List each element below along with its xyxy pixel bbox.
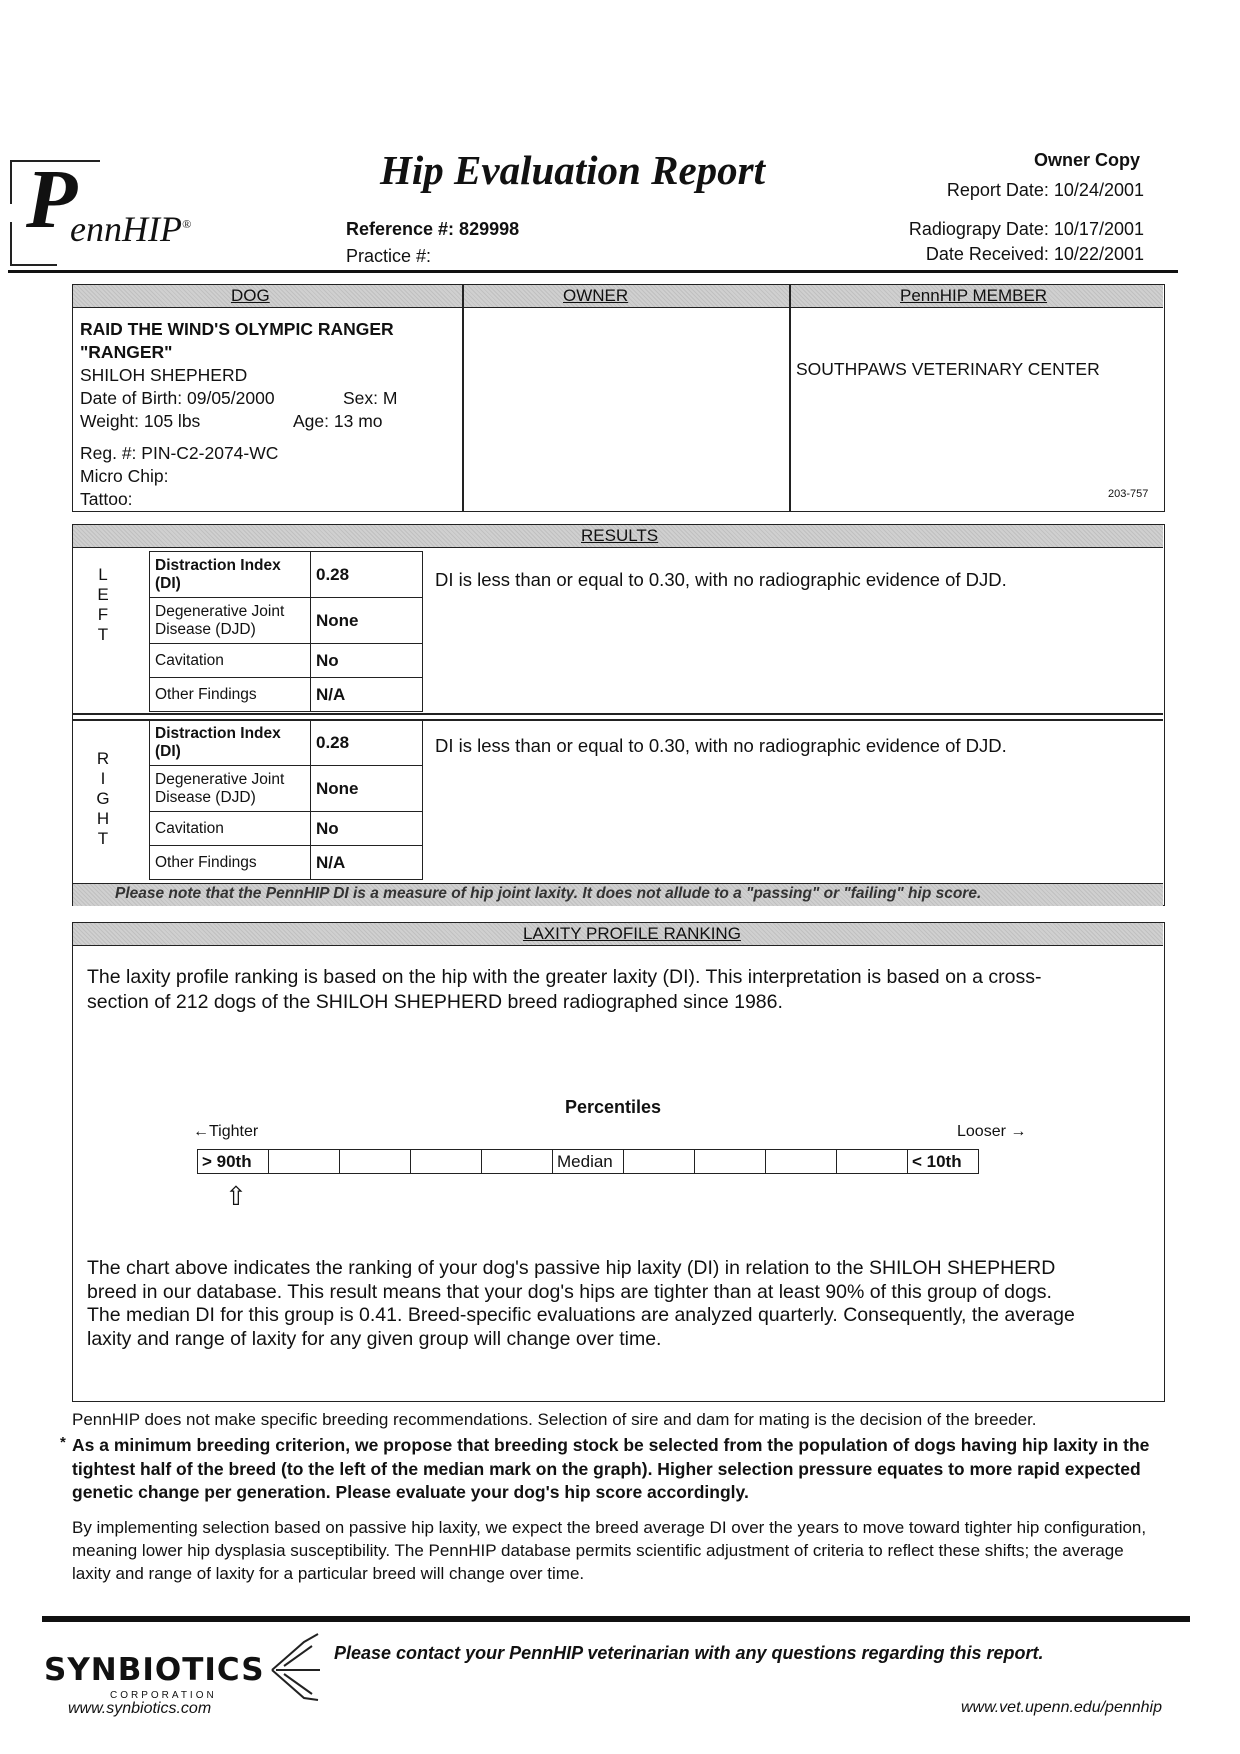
- left-djd-label: Degenerative Joint Disease (DJD): [150, 598, 311, 644]
- dog-weight: Weight: 105 lbs: [80, 411, 201, 431]
- looser-text: Looser: [957, 1123, 1006, 1140]
- implementation-note: By implementing selection based on passive hip laxity, we expect the breed average DI over the years to move toward tighter hip configuration, meaning lower hip dysplasia susceptibility. The PennHIP database permits scientific adjustment of criteria to reflect these shifts; the average laxity and range of laxity for a particular breed will change over time.: [72, 1518, 1147, 1583]
- copy-label: Owner Copy: [1033, 150, 1140, 170]
- percentile-cell: [269, 1150, 340, 1174]
- side-letter: G: [96, 789, 110, 808]
- laxity-intro: The laxity profile ranking is based on the hip with the greater laxity (DI). This interpretation is based on a cross-section of 212 dogs of the SHILOH SHEPHERD breed radiographed since 1986.: [87, 966, 1042, 1013]
- synbiotics-emblem-icon: [262, 1630, 326, 1702]
- right-other-value: N/A: [311, 846, 423, 880]
- side-letter: R: [96, 749, 110, 768]
- report-title: Hip Evaluation Report: [380, 147, 765, 193]
- left-cavitation-value: No: [311, 644, 423, 678]
- left-hip-comment: DI is less than or equal to 0.30, with no radiographic evidence of DJD.: [435, 569, 1007, 590]
- dog-header: DOG: [231, 286, 270, 305]
- right-side-label: [93, 749, 113, 849]
- right-djd-value: None: [311, 766, 423, 812]
- percentile-cell: > 90th: [198, 1150, 269, 1174]
- percentile-cell: [695, 1150, 766, 1174]
- results-note: Please note that the PennHIP DI is a measure of hip joint laxity. It does not allude to a "passing" or "failing" hip score.: [115, 885, 982, 902]
- url-pennhip: www.vet.upenn.edu/pennhip: [960, 1699, 1162, 1716]
- laxity-explanation: The chart above indicates the ranking of your dog's passive hip laxity (DI) in relation to the SHILOH SHEPHERD breed in our database. This result means that your dog's hips are tighter than at least 90% of this group of dogs. The median DI for this group is 0.41. Breed-specific evaluations are analyzed quarterly. Consequently, the average laxity and range of laxity for any given group will change over time.: [87, 1257, 1075, 1350]
- date-received: Date Received: 10/22/2001: [925, 244, 1144, 264]
- side-letter: E: [97, 585, 109, 604]
- percentile-cell: [340, 1150, 411, 1174]
- criterion-asterisk: *: [60, 1434, 66, 1451]
- member-id: 203-757: [1108, 488, 1149, 500]
- radiography-date: Radiograpy Date: 10/17/2001: [908, 219, 1144, 239]
- results-panel: [72, 524, 1165, 906]
- dog-sex: Sex: M: [343, 388, 398, 408]
- side-letter: L: [98, 565, 108, 584]
- header-rule: [8, 270, 1178, 273]
- info-divider-1: [462, 285, 464, 511]
- left-hip-divider: [73, 713, 1163, 715]
- info-panel: [72, 284, 1165, 512]
- left-other-label: Other Findings: [150, 678, 311, 712]
- breeding-criterion: As a minimum breeding criterion, we propose that breeding stock be selected from the population of dogs having hip laxity in the tightest half of the breed (to the left of the median mark on the graph). Higher selection pressure equates to more rapid expected genetic change per generation. Please evaluate your dog's hip score accordingly.: [72, 1435, 1150, 1502]
- reference-number: Reference #: 829998: [346, 219, 520, 239]
- info-divider-2: [789, 285, 791, 511]
- percentile-cell: < 10th: [908, 1150, 979, 1174]
- right-di-value: 0.28: [311, 720, 423, 766]
- dog-breed: SHILOH SHEPHERD: [80, 365, 248, 385]
- logo-text: ennHIP®: [70, 209, 192, 249]
- percentile-scale: [197, 1149, 979, 1174]
- left-hip-table: [149, 551, 423, 712]
- side-letter: T: [97, 829, 109, 848]
- rank-marker-up-arrow-icon: ⇧: [225, 1181, 247, 1211]
- company-logo-text: SYNBIOTICS: [44, 1652, 265, 1688]
- left-side-label: [93, 565, 113, 645]
- dog-name: RAID THE WIND'S OLYMPIC RANGER: [80, 319, 394, 339]
- percentile-cell: [766, 1150, 837, 1174]
- dog-age: Age: 13 mo: [293, 411, 383, 431]
- company-sub-text: CORPORATION: [110, 1690, 217, 1701]
- looser-label: [957, 1123, 1026, 1141]
- contact-note: Please contact your PennHIP veterinarian with any questions regarding this report.: [334, 1643, 1044, 1663]
- left-other-value: N/A: [311, 678, 423, 712]
- practice-number: Practice #:: [346, 246, 432, 266]
- right-hip-table: [149, 719, 423, 880]
- side-letter: F: [97, 605, 109, 624]
- dog-microchip: Micro Chip:: [80, 466, 169, 486]
- left-djd-value: None: [311, 598, 423, 644]
- arrow-right-icon: →: [1005, 1123, 1027, 1140]
- side-letter: T: [97, 625, 109, 644]
- owner-header: OWNER: [563, 286, 629, 305]
- footer-rule: [42, 1616, 1190, 1622]
- right-hip-comment: DI is less than or equal to 0.30, with no radiographic evidence of DJD.: [435, 735, 1007, 756]
- percentile-cell: Median: [553, 1150, 624, 1174]
- logo-letter-p: P: [26, 153, 78, 246]
- tighter-label: [193, 1123, 258, 1141]
- laxity-panel: [72, 922, 1165, 1402]
- url-synbiotics: www.synbiotics.com: [68, 1700, 212, 1717]
- disclaimer: PennHIP does not make specific breeding recommendations. Selection of sire and dam for mating is the decision of the breeder.: [72, 1410, 1037, 1429]
- left-di-value: 0.28: [311, 552, 423, 598]
- dog-call-name: "RANGER": [80, 342, 173, 362]
- arrow-left-icon: ←: [193, 1123, 209, 1140]
- tighter-text: Tighter: [209, 1123, 259, 1140]
- member-header: PennHIP MEMBER: [900, 286, 1048, 305]
- laxity-header: LAXITY PROFILE RANKING: [523, 924, 741, 943]
- percentiles-label: Percentiles: [565, 1097, 662, 1117]
- left-cavitation-label: Cavitation: [150, 644, 311, 678]
- right-other-label: Other Findings: [150, 846, 311, 880]
- side-letter: I: [100, 769, 106, 788]
- right-cavitation-value: No: [311, 812, 423, 846]
- percentile-cell: [411, 1150, 482, 1174]
- pennhip-logo: [10, 153, 225, 268]
- synbiotics-logo: [40, 1630, 340, 1700]
- dog-tattoo: Tattoo:: [80, 489, 133, 509]
- dog-dob: Date of Birth: 09/05/2000: [80, 388, 275, 408]
- results-header: RESULTS: [581, 526, 659, 545]
- right-cavitation-label: Cavitation: [150, 812, 311, 846]
- right-di-label: Distraction Index (DI): [150, 720, 311, 766]
- report-date: Report Date: 10/24/2001: [946, 180, 1144, 200]
- member-name: SOUTHPAWS VETERINARY CENTER: [796, 359, 1100, 379]
- percentile-cell: [624, 1150, 695, 1174]
- left-di-label: Distraction Index (DI): [150, 552, 311, 598]
- right-djd-label: Degenerative Joint Disease (DJD): [150, 766, 311, 812]
- percentile-cell: [837, 1150, 908, 1174]
- percentile-cell: [482, 1150, 553, 1174]
- side-letter: H: [96, 809, 110, 828]
- dog-reg: Reg. #: PIN-C2-2074-WC: [80, 443, 279, 463]
